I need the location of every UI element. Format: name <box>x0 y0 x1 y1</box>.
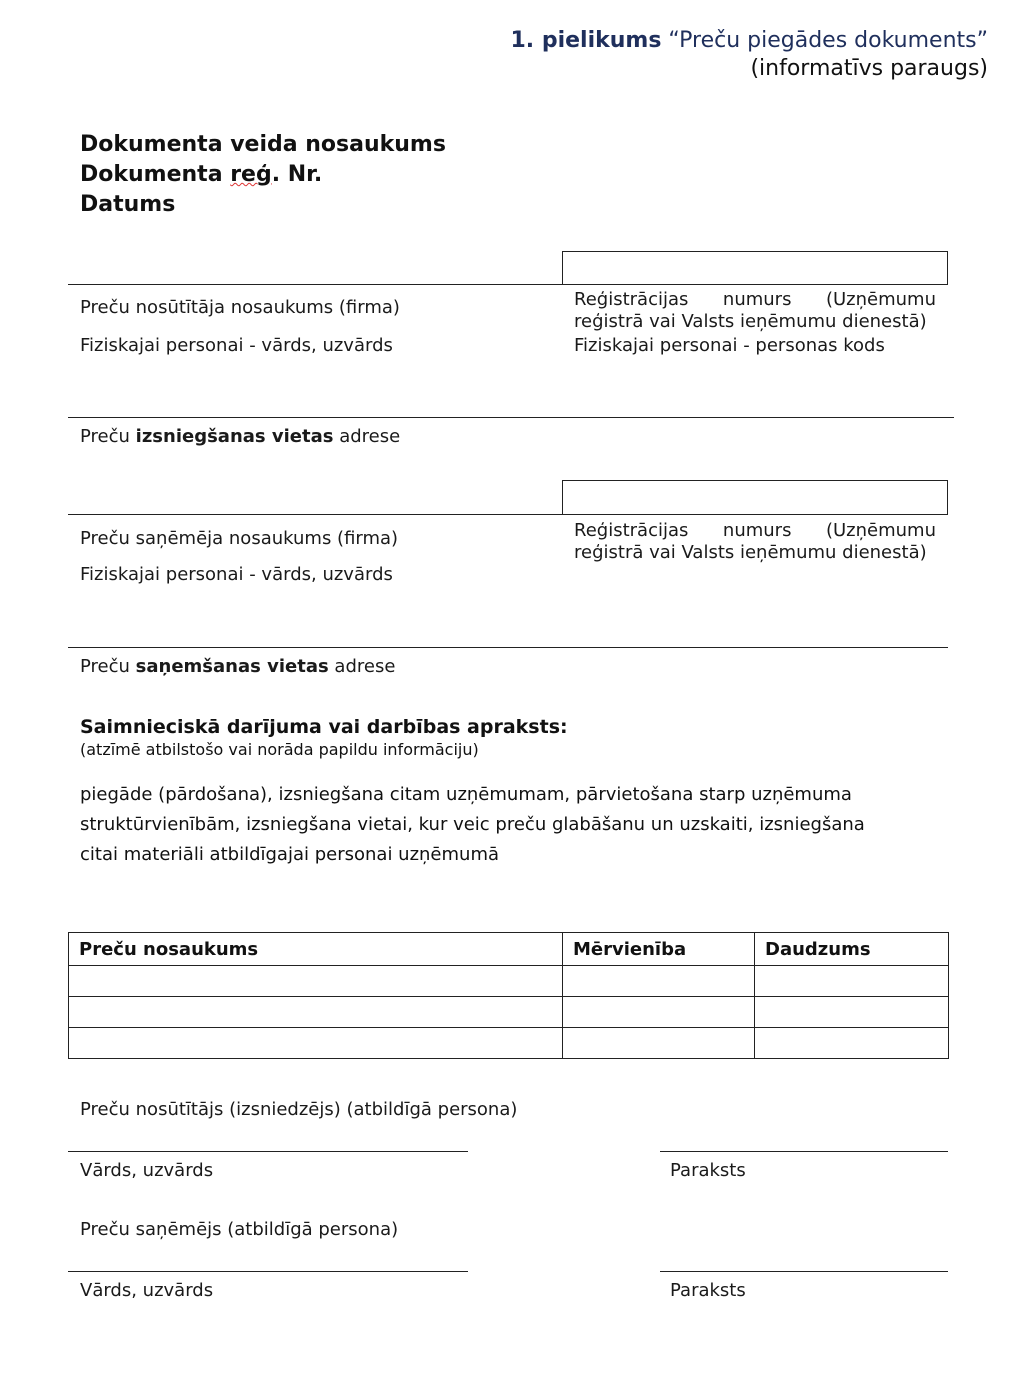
table-cell[interactable] <box>755 966 949 997</box>
doc-reg-post: . Nr. <box>271 162 323 187</box>
sender-reg-word2: numurs <box>722 289 792 310</box>
sender-person-label: Fiziskajai personai - vārds, uzvārds <box>80 335 393 356</box>
sender-name-label: Preču nosūtītāja nosaukums (firma) <box>80 297 400 318</box>
receive-place-post: adrese <box>328 656 396 677</box>
sender-reg-input-box[interactable] <box>562 251 948 285</box>
doc-date: Datums <box>80 192 176 217</box>
receiver-reg-label-line2: reģistrā vai Valsts ieņēmumu dienestā) <box>574 542 927 563</box>
transaction-line-1: piegāde (pārdošana), izsniegšana citam uzņēmumam, pārvietošana starp uzņēmuma <box>80 784 852 805</box>
issue-place-post: adrese <box>333 426 401 447</box>
receive-place-label <box>80 656 395 679</box>
doc-reg-number <box>80 160 322 190</box>
annex-subtitle: (informatīvs paraugs) <box>750 56 988 81</box>
issue-place-pre: Preču <box>80 426 136 447</box>
receiver-name-caption: Vārds, uzvārds <box>80 1280 214 1301</box>
receiver-top-line <box>68 514 562 515</box>
sender-reg-word1: Reģistrācijas <box>574 289 689 310</box>
issue-place-line <box>68 417 954 418</box>
table-cell[interactable] <box>755 997 949 1028</box>
receiver-sign-line[interactable] <box>660 1271 948 1272</box>
receiver-reg-word1: Reģistrācijas <box>574 520 689 541</box>
transaction-line-3: citai materiāli atbildīgajai personai uzņēmumā <box>80 844 500 865</box>
doc-reg-pre: Dokumenta <box>80 162 231 187</box>
receive-place-pre: Preču <box>80 656 136 677</box>
table-row <box>69 966 949 997</box>
sender-reg-label-line1 <box>574 289 936 312</box>
receiver-reg-word3: (Uzņēmumu <box>825 520 936 541</box>
transaction-title: Saimnieciskā darījuma vai darbības apraksts: <box>80 716 568 738</box>
transaction-note: (atzīmē atbilstošo vai norāda papildu informāciju) <box>80 740 479 759</box>
annex-heading <box>511 28 989 53</box>
sender-sign-caption: Paraksts <box>670 1160 746 1181</box>
table-cell[interactable] <box>69 997 563 1028</box>
sender-top-line <box>68 284 562 285</box>
issue-place-label <box>80 426 400 449</box>
goods-table <box>68 932 949 1059</box>
receive-place-bold: saņemšanas vietas <box>135 656 329 677</box>
goods-table-header <box>69 933 949 966</box>
receiver-name-label: Preču saņēmēja nosaukums (firma) <box>80 528 399 549</box>
receiver-name-line[interactable] <box>68 1271 468 1272</box>
sender-reg-label-line2: reģistrā vai Valsts ieņēmumu dienestā) <box>574 311 927 332</box>
table-cell[interactable] <box>563 1028 755 1059</box>
receiver-reg-input-box[interactable] <box>562 480 948 515</box>
sender-name-line[interactable] <box>68 1151 468 1152</box>
table-cell[interactable] <box>69 966 563 997</box>
table-cell[interactable] <box>755 1028 949 1059</box>
transaction-options <box>80 780 900 870</box>
annex-number: 1. pielikums <box>510 28 662 53</box>
sender-code-label: Fiziskajai personai - personas kods <box>574 335 885 356</box>
col-quantity: Daudzums <box>755 933 949 966</box>
sender-signature-label: Preču nosūtītājs (izsniedzējs) (atbildīgā persona) <box>80 1099 518 1120</box>
receiver-person-label: Fiziskajai personai - vārds, uzvārds <box>80 564 393 585</box>
transaction-line-2: struktūrvienībām, izsniegšana vietai, kur veic preču glabāšanu un uzskaiti, izsniegšana <box>80 814 865 835</box>
sender-reg-word3: (Uzņēmumu <box>825 289 936 310</box>
table-row <box>69 997 949 1028</box>
doc-type-name: Dokumenta veida nosaukums <box>80 132 446 157</box>
receiver-reg-word2: numurs <box>722 520 792 541</box>
table-cell[interactable] <box>563 966 755 997</box>
annex-title: “Preču piegādes dokuments” <box>661 28 988 53</box>
sender-sign-line[interactable] <box>660 1151 948 1152</box>
receiver-reg-label-line1 <box>574 520 936 543</box>
col-unit: Mērvienība <box>563 933 755 966</box>
doc-reg-abbr: reģ <box>230 162 272 187</box>
table-row <box>69 1028 949 1059</box>
col-goods-name: Preču nosaukums <box>69 933 563 966</box>
receive-place-line <box>68 647 948 648</box>
issue-place-bold: izsniegšanas vietas <box>135 426 334 447</box>
table-cell[interactable] <box>563 997 755 1028</box>
receiver-signature-label: Preču saņēmējs (atbildīgā persona) <box>80 1219 399 1240</box>
table-cell[interactable] <box>69 1028 563 1059</box>
sender-name-caption: Vārds, uzvārds <box>80 1160 214 1181</box>
receiver-sign-caption: Paraksts <box>670 1280 746 1301</box>
